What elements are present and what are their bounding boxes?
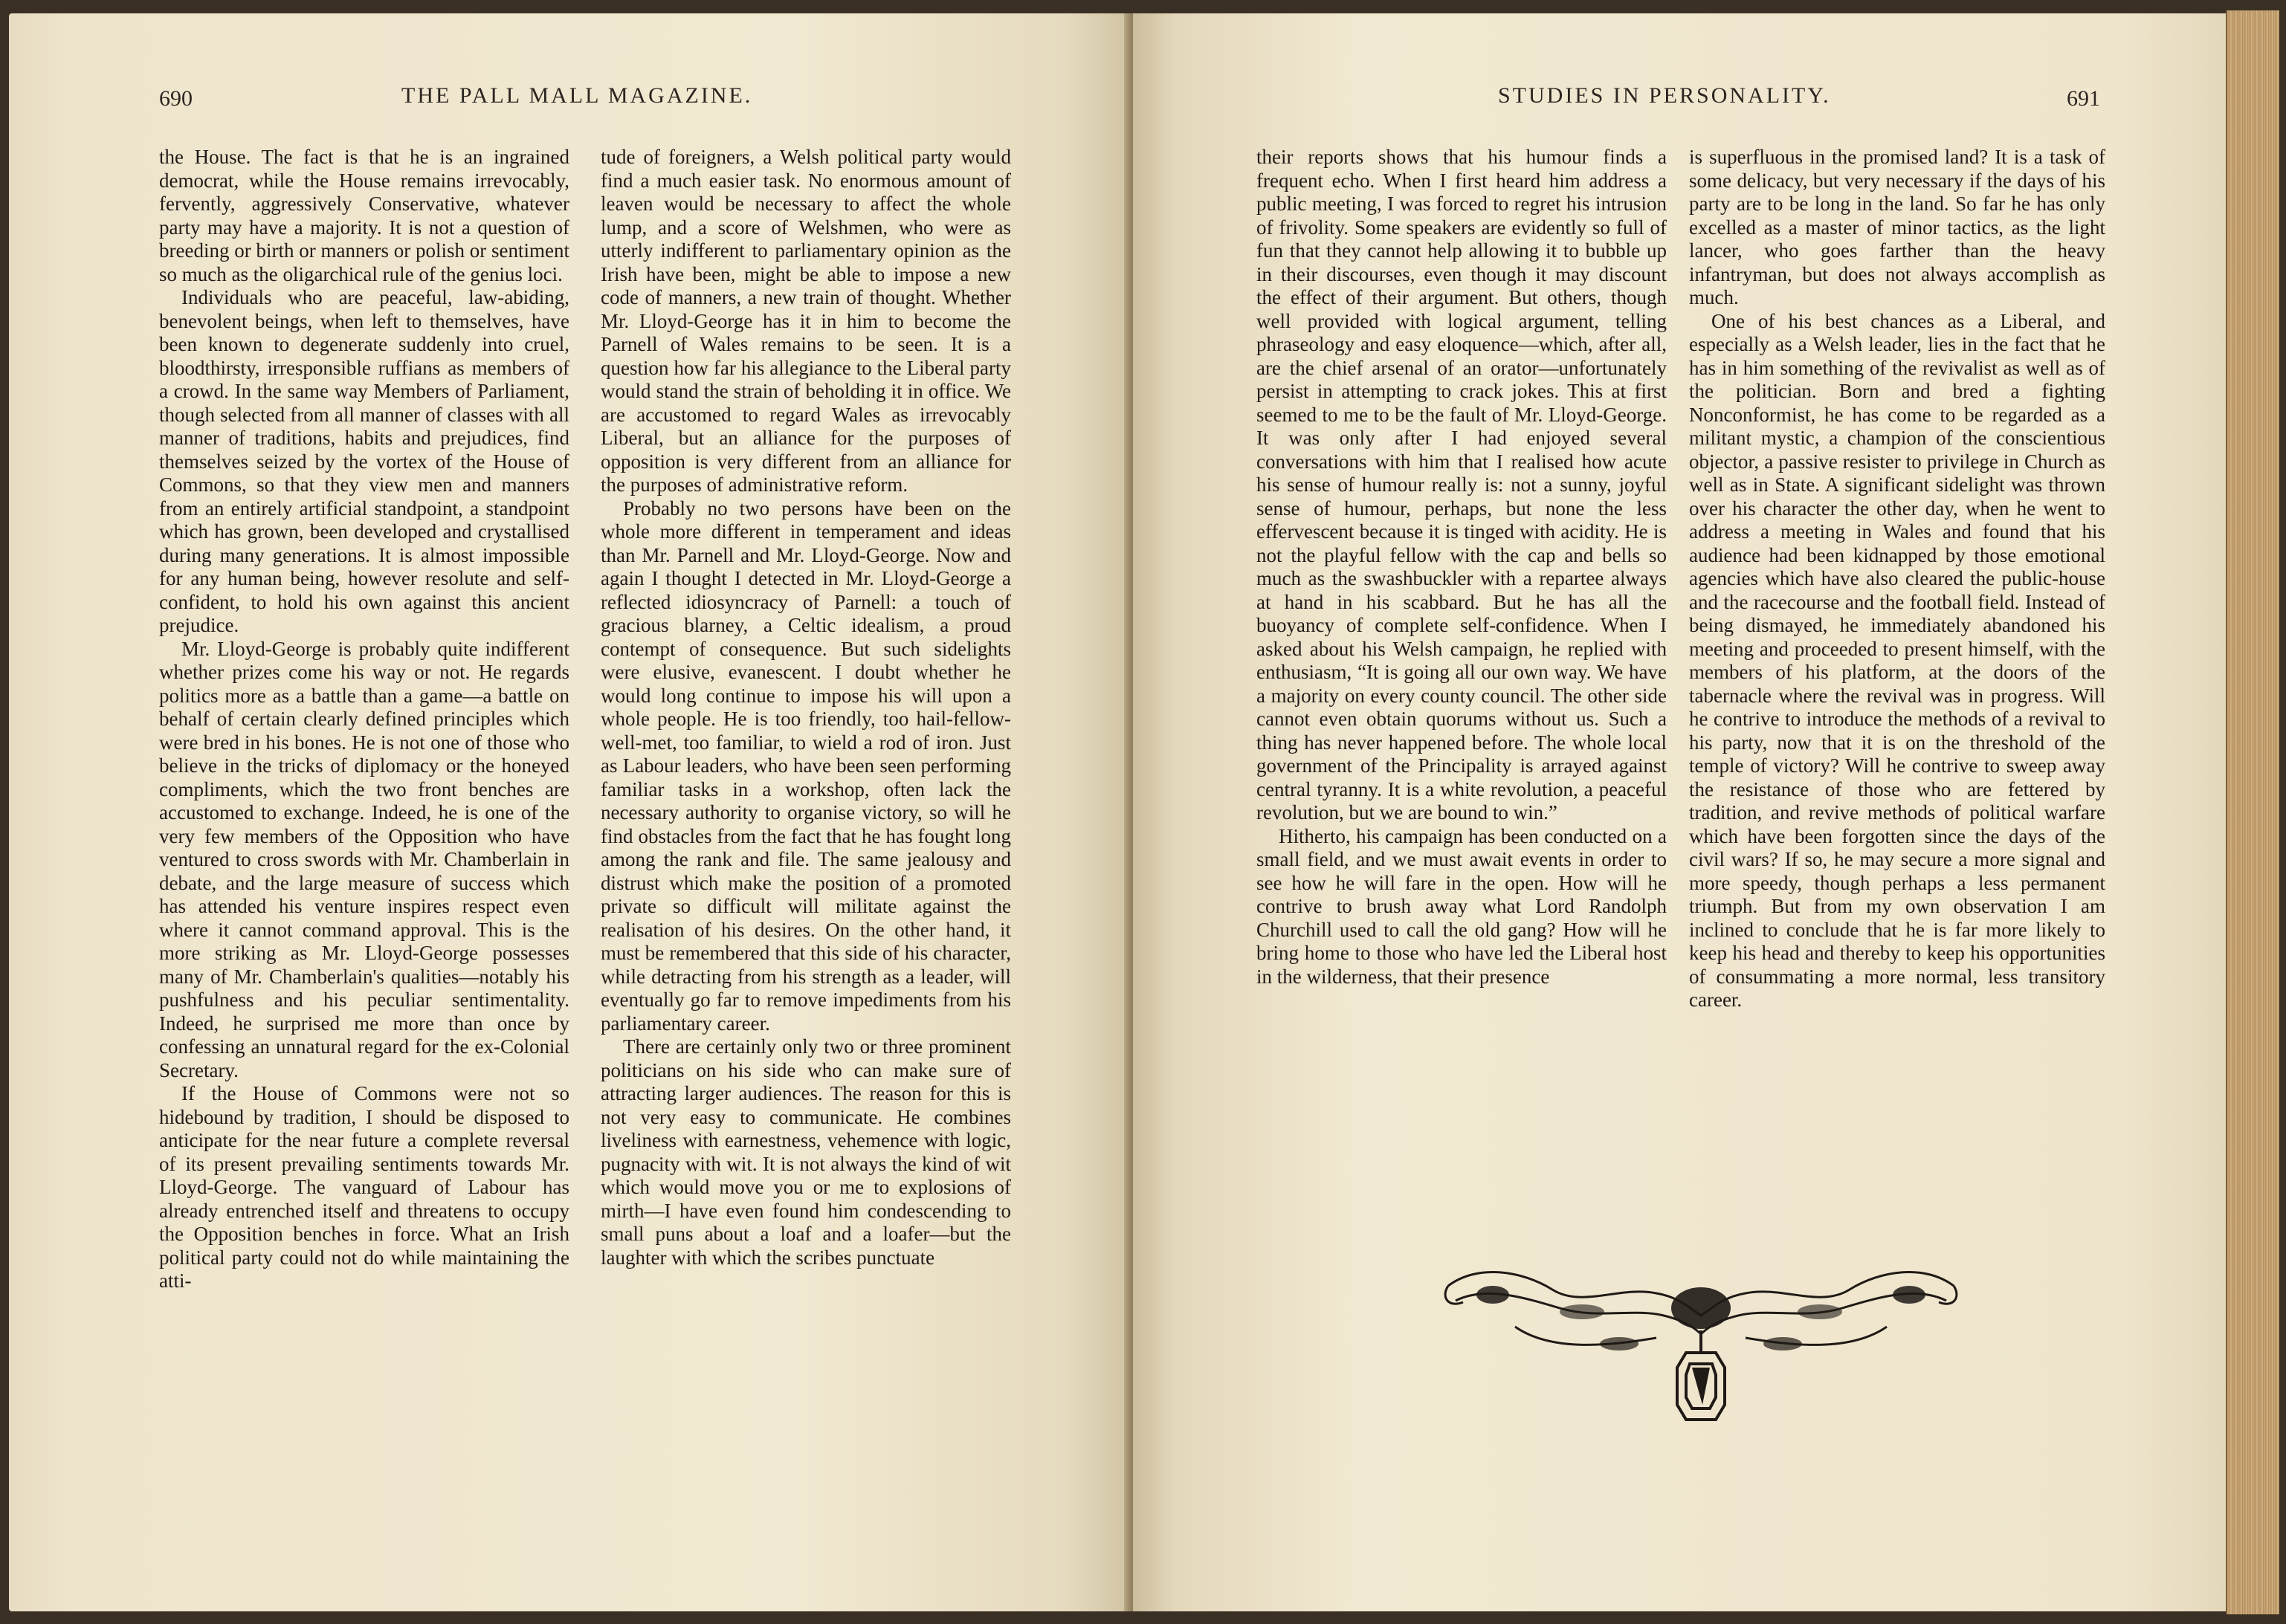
paragraph: Individuals who are peaceful, law-abiding, benevolent beings, when left to themselves, have been known to degenerate suddenly into cruel, bloodthirsty, irresponsible ruffians as members of a crowd. In the same way Members of Parliament, though selected from all manner of classes with all manner of traditions, habits and prejudices, find themselves seized by the vortex of the House of Commons, so that they view men and manners from an entirely artificial standpoint, a standpoint which has grown, been developed and crystallised during many generations. It is almost impossible for any human being, however resolute and self-confident, to hold his own against this ancient prejudice. xyxy=(159,286,569,636)
paragraph: is superfluous in the promised land? It is a task of some delicacy, but very necessary if the days of his party are to be long in the land. So far he has only excelled as a master of minor tactics, as the light lancer, who goes farther than the heavy infantryman, but does not always accomplish as much. xyxy=(1689,146,2105,308)
right-column-1 xyxy=(1256,146,1667,989)
paragraph: If the House of Commons were not so hidebound by tradition, I should be disposed to anticipate for the near future a complete reversal of its present prevailing sentiments towards Mr. Lloyd-George. The vanguard of Labour has already entrenched itself and threatens to occupy the Opposition benches in force. What an Irish political party could not do while maintaining the atti- xyxy=(159,1082,569,1292)
left-column-2 xyxy=(601,146,1011,1269)
left-page-number: 690 xyxy=(159,86,193,111)
paragraph: Hitherto, his campaign has been conducted on a small field, and we must await events in order to see how he will fare in the open. How will he contrive to brush away what Lord Randolph Churchill used to call the old gang? How will he bring home to those who have led the Liberal host in the wilderness, that their presence xyxy=(1256,824,1667,988)
right-page-number: 691 xyxy=(2067,86,2100,111)
paragraph: their reports shows that his humour finds a frequent echo. When I first heard him address a public meeting, I was forced to regret his intrusion of frivolity. Some speakers are evidently so full of fun that they cannot help allowing it to bubble up in their discourses, even though it may discount the effect of their argument. But others, though well provided with logical argument, telling phraseology and easy eloquence—which, after all, are the chief arsenal of an orator—unfortunately persist in attempting to crack jokes. This at first seemed to me to be the fault of Mr. Lloyd-George. It was only after I had enjoyed several conversations with him that I realised how acute his sense of humour really is: not a sunny, joyful sense of humour, perhaps, but none the less effervescent because it is tinged with acidity. He is not the playful fellow with the cap and bells so much as the swashbuckler with a repartee always at hand in his scabbard. But he has all the buoyancy of complete self-confidence. When I asked about his Welsh campaign, he replied with enthusiasm, “It is going all our own way. We have a majority on every county council. The other side cannot even obtain quorums without us. Such a thing has never happened before. The whole local government of the Principality is arrayed against central tyranny. It is a white revolution, a peaceful revolution, but we are bound to win.” xyxy=(1256,146,1667,824)
paragraph: There are certainly only two or three prominent politicians on his side who can make sure of attracting larger audiences. The reason for this is not very easy to communicate. He combines liveliness with earnestness, vehemence with logic, pugnacity with wit. It is not always the kind of wit which would move you or me to explosions of mirth—I have even found him condescending to small puns about a loaf and a loafer—but the laughter with which the scribes punctuate xyxy=(601,1035,1011,1269)
left-column-1 xyxy=(159,146,569,1293)
right-column-2 xyxy=(1689,146,2105,1012)
paragraph: tude of foreigners, a Welsh political party would find a much easier task. No enormous amount of leaven would be necessary to affect the whole lump, and a score of Welshmen, who were as utterly indifferent to parliamentary opinion as the Irish have been, might be able to impose a new code of manners, a new train of thought. Whether Mr. Lloyd-George has it in him to become the Parnell of Wales remains to be seen. It is a question how far his allegiance to the Liberal party would stand the strain of beholding it in office. We are accustomed to regard Wales as irrevocably Liberal, but an alliance for the purposes of opposition is very different from an alliance for the purposes of administrative reform. xyxy=(601,146,1011,496)
right-running-head: STUDIES IN PERSONALITY. xyxy=(1498,83,1831,108)
paragraph: Mr. Lloyd-George is probably quite indifferent whether prizes come his way or not. He regards politics more as a battle than a game—a battle on behalf of certain clearly defined principles which were bred in his bones. He is not one of those who believe in the tricks of diplomacy or the honeyed compliments, which the two front benches are accustomed to exchange. Indeed, he is one of the very few members of the Opposition who have ventured to cross swords with Mr. Chamberlain in debate, and the large measure of success which has attended his venture inspires respect even where it cannot command approval. This is the more striking as Mr. Lloyd-George possesses many of Mr. Chamberlain's qualities—notably his pushfulness and his peculiar sentimentality. Indeed, he surprised me more than once by confessing an unnatural regard for the ex-Colonial Secretary. xyxy=(159,637,569,1081)
left-running-head: THE PALL MALL MAGAZINE. xyxy=(401,83,753,108)
page-edges xyxy=(2226,10,2279,1614)
paragraph: One of his best chances as a Liberal, and especially as a Welsh leader, lies in the fact that he has in him something of the revivalist as well as of the politician. Born and bred a fighting Nonconformist, he has come to be regarded as a militant mystic, a champion of the conscientious objector, a passive resister to privilege in Church as well as in State. A significant sidelight was thrown over his character the other day, when he went to address a meeting in Wales and found that his audience had been kidnapped by those emotional agencies which have also cleared the public-house and the racecourse and the football field. Instead of being dismayed, he immediately abandoned his meeting and proceeded to present himself, with the members of his platform, at the doors of the tabernacle where the revival was in progress. Will he contrive to introduce the methods of a revival to his party, now that it is on the threshold of the temple of victory? Will he contrive to sweep away the resistance of those who are fettered by tradition, and revive methods of political warfare which have been forgotten since the days of the civil wars? If so, he may secure a more signal and more speedy, though perhaps a less permanent triumph. But from my own observation I am inclined to conclude that he is far more likely to keep his head and thereby to keep his opportunities of consummating a more normal, less transitory career. xyxy=(1689,309,2105,1011)
paragraph: Probably no two persons have been on the whole more different in temperament and ideas than Mr. Parnell and Mr. Lloyd-George. Now and again I thought I detected in Mr. Lloyd-George a reflected idiosyncracy of Parnell: a touch of gracious blarney, a Celtic idealism, a proud contempt of consequence. But such sidelights were elusive, evanescent. I doubt whether he would long continue to impose his will upon a whole people. He is too friendly, too hail-fellow-well-met, too familiar, to wield a rod of iron. Just as Labour leaders, who have been seen performing familiar tasks in a workshop, often lack the necessary authority to organise victory, so will he find obstacles from the fact that he has fought long among the rank and file. The same jealousy and distrust which make the position of a promoted private so difficult will militate against the realisation of his desires. On the other hand, it must be remembered that this side of his character, while detracting from his strength as a leader, will eventually go far to remove impediments from his parliamentary career. xyxy=(601,496,1011,1035)
paragraph: the House. The fact is that he is an ingrained democrat, while the House remains irrevocably, fervently, aggressively Conservative, whatever party may have a majority. It is not a question of breeding or birth or manners or polish or sentiment so much as the oligarchical rule of the genius loci. xyxy=(159,146,569,285)
tailpiece-ornament-icon xyxy=(1433,1256,1969,1434)
